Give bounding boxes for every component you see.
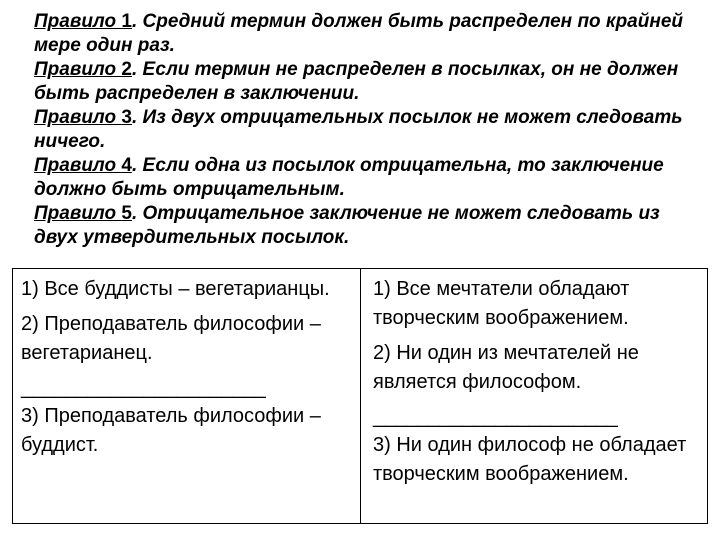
rule-number: 4 xyxy=(121,155,132,176)
conclusion: 3) Преподаватель философии – буддист. xyxy=(21,405,321,456)
rule-word: Правило xyxy=(34,203,122,224)
rule-label xyxy=(34,155,132,176)
rule-text: . Из двух отрицательных посылок не может следовать ничего. xyxy=(34,107,683,152)
premise-1: 1) Все мечтатели обладают творческим воображением. xyxy=(373,278,630,329)
rule-label xyxy=(34,107,132,128)
rule-label xyxy=(34,59,132,80)
rules-list xyxy=(34,10,694,250)
rule-text: . Если термин не распределен в посылках, он не должен быть распределен в заключении. xyxy=(34,59,679,104)
separator-line: ______________________ xyxy=(21,377,266,399)
premise-1: 1) Все буддисты – вегетарианцы. xyxy=(21,278,330,300)
rule-text: . Средний термин должен быть распределен по крайней мере один раз. xyxy=(34,11,683,56)
rule-word: Правило xyxy=(34,59,122,80)
premise-2: 2) Преподаватель философии – вегетарианец. xyxy=(21,313,321,364)
syllogism-left xyxy=(13,269,361,523)
rule-2 xyxy=(34,58,694,106)
rule-text: . Отрицательное заключение не может следовать из двух утвердительных посылок. xyxy=(34,203,660,248)
rule-3 xyxy=(34,106,694,154)
rule-number: 2 xyxy=(121,59,132,80)
rule-number: 3 xyxy=(121,107,132,128)
rule-4 xyxy=(34,154,694,202)
rule-5 xyxy=(34,202,694,250)
rule-word: Правило xyxy=(34,11,122,32)
rule-1 xyxy=(34,10,694,58)
rule-word: Правило xyxy=(34,155,122,176)
rule-number: 1 xyxy=(121,11,132,32)
rule-label xyxy=(34,11,132,32)
conclusion: 3) Ни один философ не обладает творческим воображением. xyxy=(373,434,687,485)
rule-text: . Если одна из посылок отрицательна, то заключение должно быть отрицательным. xyxy=(34,155,664,200)
separator-line: ______________________ xyxy=(373,406,618,428)
rule-label xyxy=(34,203,132,224)
premise-2: 2) Ни один из мечтателей не является философом. xyxy=(373,342,639,393)
rule-word: Правило xyxy=(34,107,122,128)
syllogism-right xyxy=(361,269,705,523)
syllogism-table xyxy=(12,268,708,524)
rule-number: 5 xyxy=(121,203,132,224)
